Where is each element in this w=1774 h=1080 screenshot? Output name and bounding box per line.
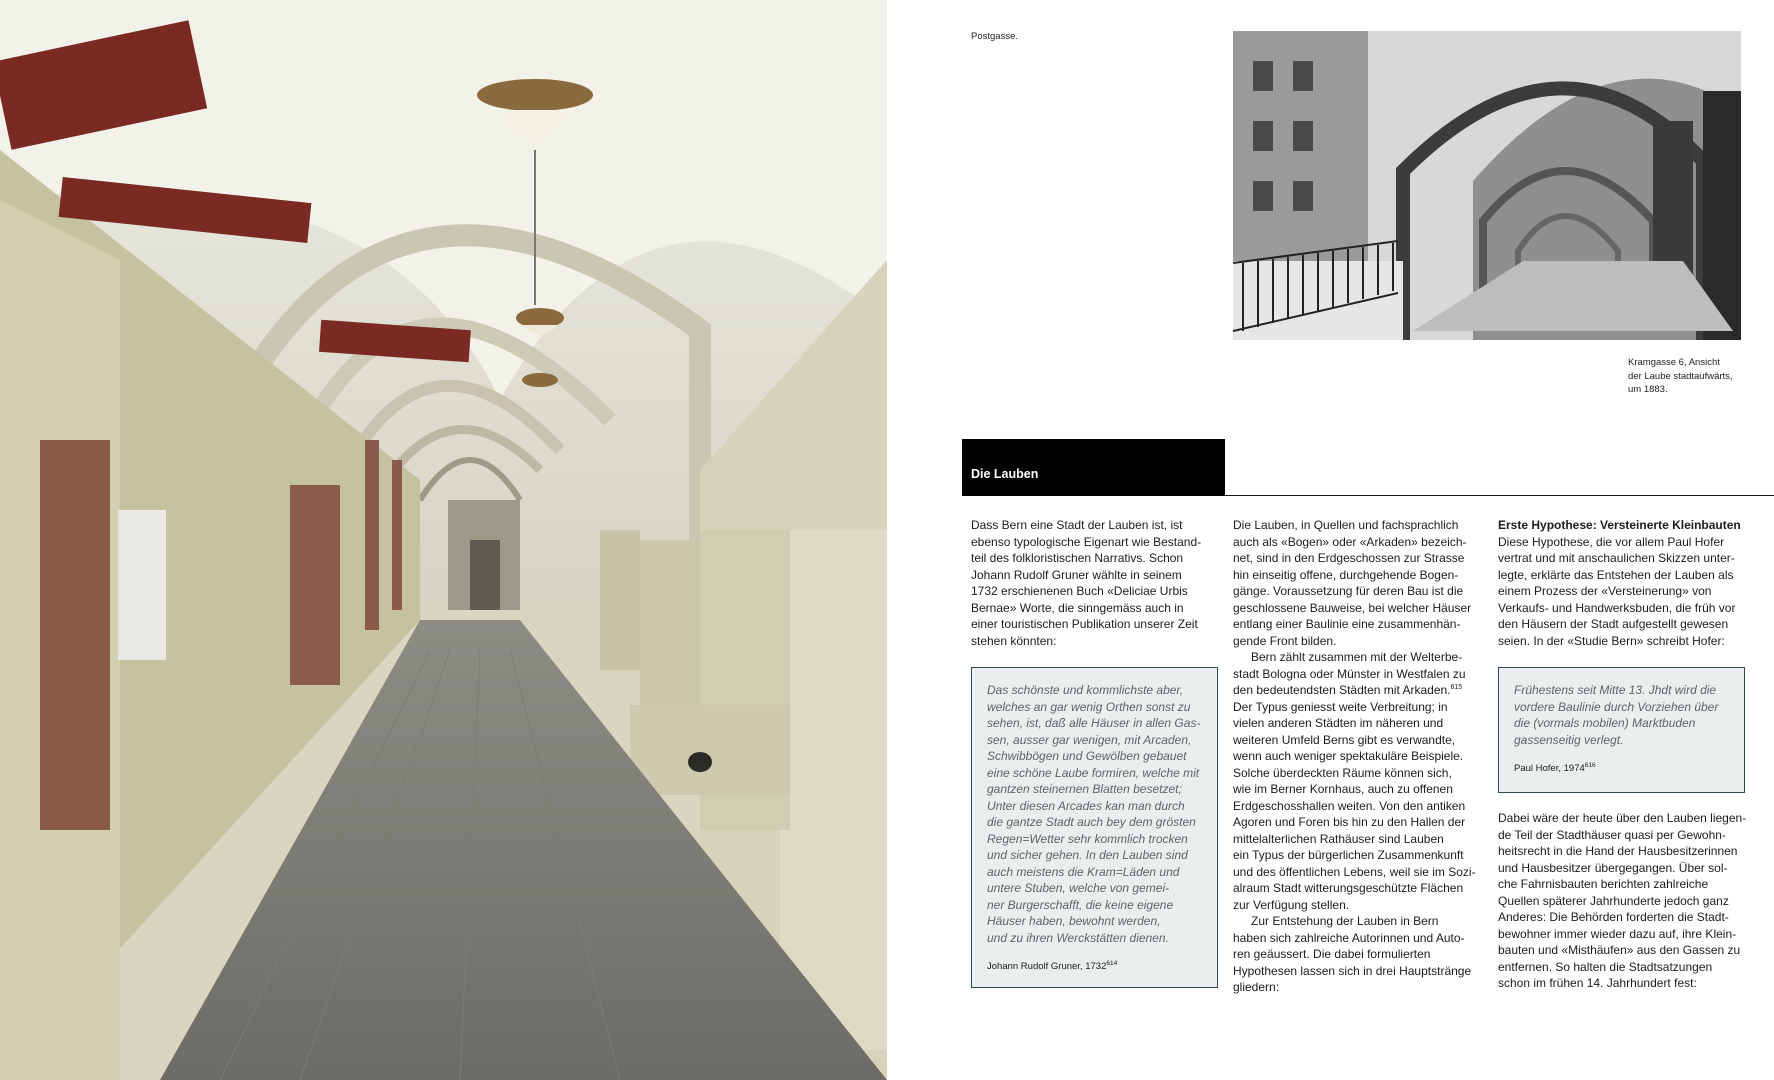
paragraph (1233, 649, 1485, 913)
footnote-ref: 614 (1106, 960, 1118, 967)
text-line: und des öffentlichen Lebens, weil sie im Sozi- (1233, 864, 1476, 879)
caption-line: Kramgasse 6, Ansicht (1628, 357, 1720, 368)
quote-line: auch meistens die Kram=Läden und (987, 864, 1180, 879)
quote-attribution (987, 960, 1203, 972)
text-line: Verkaufs- und Handwerksbuden, die früh vor (1498, 600, 1736, 615)
text-line: Die Lauben, in Quellen und fachsprachlich (1233, 518, 1459, 532)
quote-line: ner Burgerschafft, die keine eigene (987, 897, 1174, 912)
text-line: Zur Entstehung der Lauben in Bern (1251, 914, 1439, 928)
text-line: ren geäussert. Die dabei formulierten (1233, 947, 1431, 961)
photo-caption-left: Postgasse. (971, 31, 1018, 42)
text-line: auch als «Bogen» oder «Arkaden» bezeich- (1233, 534, 1467, 549)
text-line: einer touristischen Publikation unserer Zeit (971, 617, 1198, 631)
text-line: bauten und «Misthäufen» aus den Gassen zu (1498, 943, 1741, 957)
text-line: gänge. Voraussetzung für deren Bau ist die (1233, 584, 1464, 598)
quote-author: Johann Rudolf Gruner, 1732 (987, 961, 1107, 973)
quote-line: die (vormals mobilen) Marktbuden (1514, 716, 1696, 730)
quote-line: Unter diesen Arcades kan man durch (987, 798, 1185, 813)
quote-box-hofer (1498, 667, 1745, 793)
text-line: entfernen. So halten die Stadtsatzungen (1498, 959, 1713, 974)
text-line: Dass Bern eine Stadt der Lauben ist, ist (971, 518, 1183, 532)
text-line: schon im frühen 14. Jahrhundert fest: (1498, 976, 1697, 990)
quote-line: gantzen steinernen Blatten besetzet; (987, 782, 1182, 796)
text-line: stehen könnten: (971, 633, 1057, 648)
caption-line: um 1883. (1628, 384, 1668, 395)
quote-text (1514, 682, 1730, 748)
text-line: seien. In der «Studie Bern» schreibt Hofer: (1498, 633, 1725, 648)
text-line: entlang einer Baulinie eine zusammenhän- (1233, 617, 1461, 631)
quote-line: Häuser haben, bewohnt werden, (987, 914, 1161, 928)
text-line: gende Front bilden. (1233, 633, 1337, 648)
quote-line: sen, ausser gar wenigen, mit Arcaden, (987, 732, 1192, 747)
subheading: Erste Hypothese: Versteinerte Kleinbauten (1498, 518, 1741, 532)
quote-box-gruner (971, 667, 1218, 988)
photo-caption-right (1628, 356, 1733, 397)
text-line: stadt Bologna oder Münster in Westfalen zu (1233, 666, 1466, 681)
text-line: wie im Berner Kornhaus, auch zu offenen (1233, 782, 1453, 796)
section-rule (1225, 495, 1774, 496)
text-line: Hypothesen lassen sich in drei Hauptstränge (1233, 963, 1472, 978)
paragraph (1233, 517, 1485, 649)
text-line: Erdgeschosshallen weiten. Von den antiken (1233, 798, 1466, 813)
section-title: Die Lauben (971, 467, 1039, 481)
text-column-2 (1233, 517, 1485, 996)
text-line: wenn auch weniger spektakuläre Beispiele. (1233, 749, 1464, 763)
quote-line: und sicher gehen. In den Lauben sind (987, 848, 1188, 862)
text-line: zur Verfügung stellen. (1233, 897, 1350, 912)
text-line: Dabei wäre der heute über den Lauben liegen- (1498, 811, 1747, 825)
text-line: haben sich zahlreiche Autorinnen und Auto- (1233, 930, 1465, 945)
quote-line: Das schönste und kommlichste aber, (987, 683, 1184, 697)
quote-line: Regen=Wetter sehr kommlich trocken (987, 831, 1188, 846)
text-line: de Teil der Stadthäuser quasi per Gewohn- (1498, 827, 1726, 842)
text-line: Der Typus geniesst weite Verbreitung; in (1233, 699, 1448, 714)
footnote-ref: 616 (1584, 762, 1596, 769)
text-line: Solche überdeckten Räume können sich, (1233, 765, 1452, 780)
text-line: den bedeutendsten Städten mit Arkaden. (1233, 683, 1451, 697)
text-line: einem Prozess der «Versteinerung» von (1498, 584, 1712, 598)
text-line: 1732 erschienenen Buch «Deliciae Urbis (971, 584, 1188, 598)
text-line: bewohner immer wieder dazu auf, ihre Klein- (1498, 926, 1737, 941)
text-line: den Häusern der Stadt aufgestellt gewesen (1498, 617, 1729, 631)
caption-line: der Laube stadtaufwärts, (1628, 370, 1733, 382)
text-line: teil des folkloristischen Narrativs. Schon (971, 551, 1184, 565)
paragraph (1233, 913, 1485, 996)
paragraph (971, 517, 1221, 649)
text-column-1 (971, 517, 1221, 649)
paragraph (1498, 534, 1758, 650)
text-line: legte, erklärte das Entstehen der Lauben als (1498, 567, 1734, 582)
text-line: hin einseitig offene, durchgehende Bogen- (1233, 567, 1459, 582)
text-line: ebenso typologische Eigenart wie Bestand- (971, 534, 1202, 549)
text-line: Quellen späterer Jahrhunderte jedoch ganz (1498, 893, 1729, 908)
text-line: che Fahrnisbauten berichten zahlreiche (1498, 877, 1709, 891)
text-line: Bernae» Worte, die sinngemäss auch in (971, 600, 1184, 615)
text-line: geschlossene Bauweise, bei welcher Häuser (1233, 600, 1472, 615)
quote-line: und zu ihren Werckstätten dienen. (987, 930, 1169, 945)
quote-line: vordere Baulinie durch Vorziehen über (1514, 699, 1719, 714)
quote-line: Frühestens seit Mitte 13. Jhdt wird die (1514, 683, 1717, 697)
text-line: weiteren Umfeld Berns gibt es verwandte, (1233, 732, 1456, 747)
quote-line: Schwibbögen und Gewölben gebauet (987, 749, 1187, 763)
quote-author: Paul Hofer, 1974 (1514, 763, 1585, 775)
paragraph (1498, 810, 1760, 992)
historic-photo-bw (1233, 31, 1741, 340)
footnote-ref: 615 (1450, 684, 1463, 691)
quote-attribution (1514, 762, 1730, 774)
text-line: Agoren und Foren bis hin zu den Hallen der (1233, 815, 1466, 829)
text-line: gliedern: (1233, 980, 1280, 994)
quote-text (987, 682, 1203, 946)
text-line: alraum Stadt witterungsgeschützte Flächen (1233, 881, 1464, 895)
text-line: vertrat und mit anschaulichen Skizzen unter- (1498, 551, 1735, 565)
quote-line: untere Stuben, welche von gemei- (987, 881, 1170, 895)
quote-line: eine schöne Laube formiren, welche mit (987, 765, 1200, 780)
text-line: net, sind in den Erdgeschossen zur Strasse (1233, 551, 1465, 565)
text-column-3-continued (1498, 810, 1760, 992)
text-line: mittelalterlichen Rathäuser sind Lauben (1233, 831, 1444, 846)
quote-line: sehen, ist, daß alle Häuser in allen Gas- (987, 716, 1201, 730)
quote-line: gassenseitig verlegt. (1514, 732, 1624, 747)
text-line: und Hausbesitzer übergegangen. Über sol- (1498, 860, 1728, 875)
text-line: heitsrecht in die Hand der Hausbesitzerinnen (1498, 844, 1738, 858)
text-line: Bern zählt zusammen mit der Welterbe- (1251, 650, 1463, 664)
text-line: Anderes: Die Behörden forderten die Stadt- (1498, 910, 1729, 924)
text-column-3 (1498, 517, 1758, 649)
quote-line: die gantze Stadt auch bey dem grösten (987, 815, 1196, 829)
text-line: Johann Rudolf Gruner wählte in seinem (971, 567, 1182, 582)
text-line: Diese Hypothese, die vor allem Paul Hofer (1498, 534, 1725, 549)
text-line: ein Typus der bürgerlichen Zusammenkunft (1233, 848, 1464, 862)
text-line: vielen anderen Städten im näheren und (1233, 716, 1444, 730)
quote-line: welches an gar wenig Orthen sonst zu (987, 699, 1191, 714)
